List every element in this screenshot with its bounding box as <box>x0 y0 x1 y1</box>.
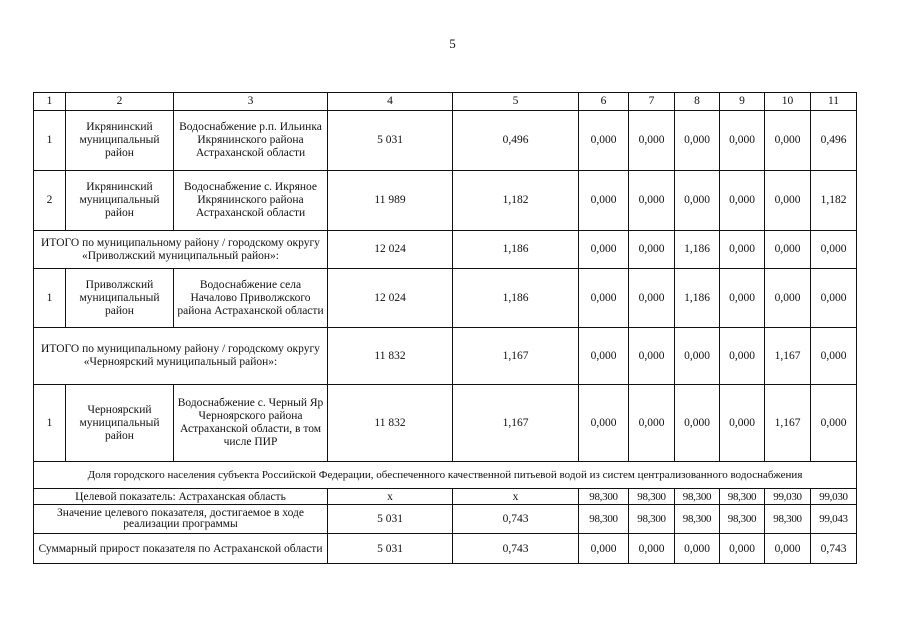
cost-cell: х <box>328 489 453 505</box>
year-cell: 0,000 <box>765 269 811 328</box>
year-cell: 1,167 <box>765 328 811 385</box>
year-cell: 0,000 <box>811 328 857 385</box>
value-cell: 1,167 <box>453 385 579 462</box>
year-cell: 0,000 <box>811 231 857 269</box>
year-cell: 0,000 <box>720 231 765 269</box>
cost-cell: 5 031 <box>328 534 453 564</box>
year-cell: 0,000 <box>675 534 720 564</box>
district-cell: Икрянинский муниципальный район <box>66 111 174 171</box>
year-cell: 0,743 <box>811 534 857 564</box>
total-row <box>34 328 857 385</box>
year-cell: 0,000 <box>629 534 675 564</box>
row-number: 1 <box>34 385 66 462</box>
year-cell: 0,000 <box>720 269 765 328</box>
year-cell: 98,300 <box>629 505 675 534</box>
cost-cell: 11 832 <box>328 385 453 462</box>
year-cell: 98,300 <box>629 489 675 505</box>
header-row <box>34 93 857 111</box>
year-cell: 0,000 <box>720 111 765 171</box>
year-cell: 98,300 <box>675 505 720 534</box>
year-cell: 0,000 <box>811 269 857 328</box>
year-cell: 0,000 <box>720 328 765 385</box>
year-cell: 98,300 <box>720 489 765 505</box>
header-cell: 3 <box>174 93 328 111</box>
header-cell: 1 <box>34 93 66 111</box>
year-cell: 1,182 <box>811 171 857 231</box>
sum-label: Суммарный прирост показателя по Астраханской области <box>34 534 328 564</box>
target-row <box>34 489 857 505</box>
header-cell: 7 <box>629 93 675 111</box>
year-cell: 0,000 <box>811 385 857 462</box>
value-cell: 1,186 <box>453 269 579 328</box>
year-cell: 0,000 <box>579 111 629 171</box>
year-cell: 98,300 <box>579 505 629 534</box>
header-cell: 10 <box>765 93 811 111</box>
object-cell: Водоснабжение с. Икряное Икрянинского района Астраханской области <box>174 171 328 231</box>
district-cell: Икрянинский муниципальный район <box>66 171 174 231</box>
year-cell: 0,000 <box>579 171 629 231</box>
table-row <box>34 111 857 171</box>
year-cell: 0,000 <box>675 111 720 171</box>
district-cell: Черноярский муниципальный район <box>66 385 174 462</box>
year-cell: 0,000 <box>720 385 765 462</box>
year-cell: 0,000 <box>675 385 720 462</box>
indicator-title: Доля городского населения субъекта Российской Федерации, обеспеченного качественной питьевой водой из систем централизованного водоснабжения <box>34 462 857 489</box>
cost-cell: 11 989 <box>328 171 453 231</box>
value-cell: 0,496 <box>453 111 579 171</box>
header-cell: 11 <box>811 93 857 111</box>
year-cell: 0,000 <box>579 328 629 385</box>
header-cell: 5 <box>453 93 579 111</box>
total-label: ИТОГО по муниципальному району / городскому округу «Черноярский муниципальный район»: <box>34 328 328 385</box>
year-cell: 1,186 <box>675 269 720 328</box>
year-cell: 0,000 <box>765 171 811 231</box>
district-cell: Приволжский муниципальный район <box>66 269 174 328</box>
year-cell: 0,000 <box>629 171 675 231</box>
row-number: 2 <box>34 171 66 231</box>
table-row <box>34 269 857 328</box>
year-cell: 0,000 <box>629 111 675 171</box>
value-cell: х <box>453 489 579 505</box>
year-cell: 98,300 <box>765 505 811 534</box>
cost-cell: 12 024 <box>328 269 453 328</box>
year-cell: 0,000 <box>579 385 629 462</box>
row-number: 1 <box>34 269 66 328</box>
header-cell: 8 <box>675 93 720 111</box>
header-cell: 9 <box>720 93 765 111</box>
sum-growth-row <box>34 534 857 564</box>
year-cell: 0,496 <box>811 111 857 171</box>
year-cell: 0,000 <box>720 171 765 231</box>
row-number: 1 <box>34 111 66 171</box>
value-cell: 0,743 <box>453 505 579 534</box>
header-cell: 4 <box>328 93 453 111</box>
cost-cell: 5 031 <box>328 505 453 534</box>
value-cell: 1,186 <box>453 231 579 269</box>
table-row <box>34 171 857 231</box>
year-cell: 0,000 <box>675 328 720 385</box>
year-cell: 0,000 <box>765 534 811 564</box>
cost-cell: 5 031 <box>328 111 453 171</box>
object-cell: Водоснабжение села Началово Приволжского района Астраханской области <box>174 269 328 328</box>
value-cell: 1,167 <box>453 328 579 385</box>
program-table <box>33 92 857 564</box>
year-cell: 0,000 <box>579 269 629 328</box>
year-cell: 98,300 <box>720 505 765 534</box>
total-label: ИТОГО по муниципальному району / городскому округу «Приволжский муниципальный район»: <box>34 231 328 269</box>
header-cell: 6 <box>579 93 629 111</box>
year-cell: 0,000 <box>765 111 811 171</box>
year-cell: 0,000 <box>629 328 675 385</box>
value-cell: 1,182 <box>453 171 579 231</box>
year-cell: 0,000 <box>629 269 675 328</box>
year-cell: 1,186 <box>675 231 720 269</box>
value-cell: 0,743 <box>453 534 579 564</box>
year-cell: 98,300 <box>675 489 720 505</box>
year-cell: 1,167 <box>765 385 811 462</box>
target-label: Целевой показатель: Астраханская область <box>34 489 328 505</box>
achieved-value-row <box>34 505 857 534</box>
year-cell: 0,000 <box>629 385 675 462</box>
total-row <box>34 231 857 269</box>
year-cell: 0,000 <box>765 231 811 269</box>
table-row <box>34 385 857 462</box>
year-cell: 0,000 <box>629 231 675 269</box>
year-cell: 0,000 <box>579 534 629 564</box>
year-cell: 0,000 <box>675 171 720 231</box>
achieved-label: Значение целевого показателя, достигаемое в ходе реализации программы <box>34 505 328 534</box>
year-cell: 0,000 <box>720 534 765 564</box>
object-cell: Водоснабжение с. Черный Яр Черноярского района Астраханской области, в том числе ПИР <box>174 385 328 462</box>
year-cell: 99,030 <box>811 489 857 505</box>
object-cell: Водоснабжение р.п. Ильинка Икрянинского района Астраханской области <box>174 111 328 171</box>
year-cell: 99,043 <box>811 505 857 534</box>
year-cell: 0,000 <box>579 231 629 269</box>
year-cell: 98,300 <box>579 489 629 505</box>
header-cell: 2 <box>66 93 174 111</box>
page-number: 5 <box>449 36 456 51</box>
year-cell: 99,030 <box>765 489 811 505</box>
indicator-title-row <box>34 462 857 489</box>
cost-cell: 11 832 <box>328 328 453 385</box>
cost-cell: 12 024 <box>328 231 453 269</box>
